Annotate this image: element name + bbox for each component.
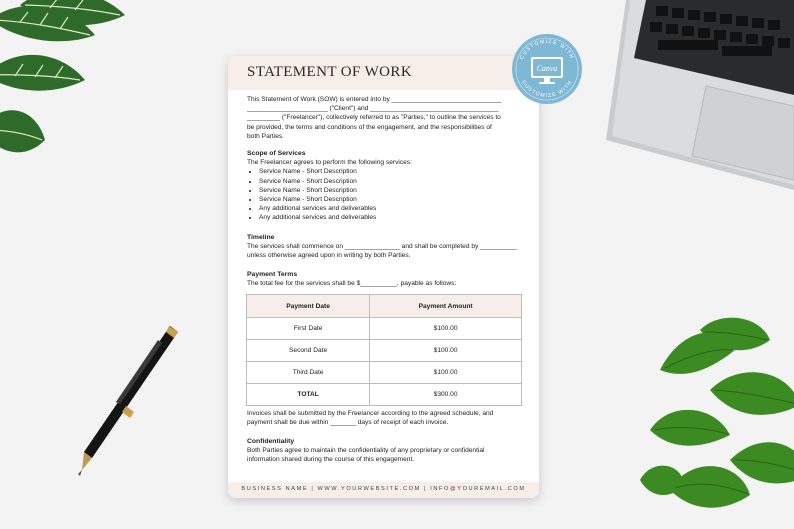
- payment-date-cell: Third Date: [247, 362, 370, 384]
- customize-with-canva-badge: [511, 33, 583, 105]
- invoice-line: Invoices shall be submitted by the Freelancer according to the agreed schedule, and: [247, 410, 494, 417]
- laptop-keyboard: [596, 0, 794, 200]
- timeline-line: unless otherwise agreed upon in writing by both Parties.: [247, 252, 411, 260]
- service-list: [247, 167, 523, 222]
- ballpoint-pen: [70, 318, 190, 478]
- badge-top-text: CUSTOMIZE WITH: [519, 38, 575, 61]
- table-total-row: [247, 384, 522, 406]
- intro-line: _________ ("Freelancer"), collectively referred to as "Parties," to outline the services to: [247, 114, 501, 122]
- intro-paragraph: [247, 95, 523, 141]
- intro-line: be provided, the terms and conditions of the engagement, and the responsibilities of: [247, 123, 492, 131]
- document-footer-band: [228, 482, 539, 498]
- confidentiality-section: [247, 437, 523, 465]
- timeline-line: The services shall commence on _______________ and shall be completed by __________: [247, 243, 517, 251]
- payment-section: [247, 270, 523, 288]
- table-row: [247, 340, 522, 362]
- table-row: [247, 362, 522, 384]
- footer-contact-line: BUSINESS NAME | WWW.YOURWEBSITE.COM | INFO@YOUREMAIL.COM: [241, 486, 526, 492]
- total-amount-cell: $300.00: [370, 384, 522, 406]
- confidentiality-heading: Confidentiality: [247, 438, 295, 445]
- canva-logo-text: Canva: [536, 64, 558, 73]
- service-item: • Any additional services and deliverables: [259, 204, 523, 213]
- service-item: • Service Name - Short Description: [259, 177, 523, 186]
- statement-of-work-document: [228, 56, 539, 498]
- payment-heading: Payment Terms: [247, 271, 298, 278]
- timeline-heading: Timeline: [247, 234, 275, 241]
- service-item: • Service Name - Short Description: [259, 195, 523, 204]
- intro-line: both Parties.: [247, 132, 285, 140]
- scope-lead: The Freelancer agrees to perform the following services:: [247, 159, 412, 167]
- confidentiality-line: Both Parties agree to maintain the confidentiality of any proprietary or confidential: [247, 447, 485, 455]
- service-item: • Service Name - Short Description: [259, 186, 523, 195]
- badge-bottom-text: CUSTOMIZE WITH: [520, 79, 574, 100]
- intro-line: ______________________ ("Client") and ___________________________________: [247, 105, 499, 113]
- table-row: [247, 318, 522, 340]
- payment-lead: The total fee for the services shall be $__________, payable as follows:: [247, 280, 457, 288]
- table-header-row: [247, 295, 522, 318]
- intro-line: This Statement of Work (SOW) is entered into by ______________________________: [247, 96, 502, 103]
- column-header-payment-amount: Payment Amount: [370, 295, 522, 318]
- confidentiality-line: information shared during the course of this engagement.: [247, 456, 415, 464]
- payment-schedule-table: [246, 294, 522, 406]
- invoice-paragraph: [247, 409, 523, 427]
- timeline-section: [247, 233, 523, 261]
- payment-date-cell: First Date: [247, 318, 370, 340]
- total-label-cell: TOTAL: [247, 384, 370, 406]
- invoice-line: payment shall be due within _______ days of receipt of each invoice.: [247, 419, 449, 427]
- scope-section: [247, 149, 523, 223]
- payment-date-cell: Second Date: [247, 340, 370, 362]
- plant-leaves-top-left: [0, 0, 130, 170]
- service-item: • Any additional services and deliverables: [259, 213, 523, 222]
- payment-amount-cell: $100.00: [370, 340, 522, 362]
- service-item: • Service Name - Short Description: [259, 167, 523, 176]
- document-title: STATEMENT OF WORK: [247, 64, 413, 80]
- payment-amount-cell: $100.00: [370, 362, 522, 384]
- column-header-payment-date: Payment Date: [247, 295, 370, 318]
- plant-leaves-bottom-right: [640, 310, 794, 529]
- scope-heading: Scope of Services: [247, 150, 306, 157]
- payment-amount-cell: $100.00: [370, 318, 522, 340]
